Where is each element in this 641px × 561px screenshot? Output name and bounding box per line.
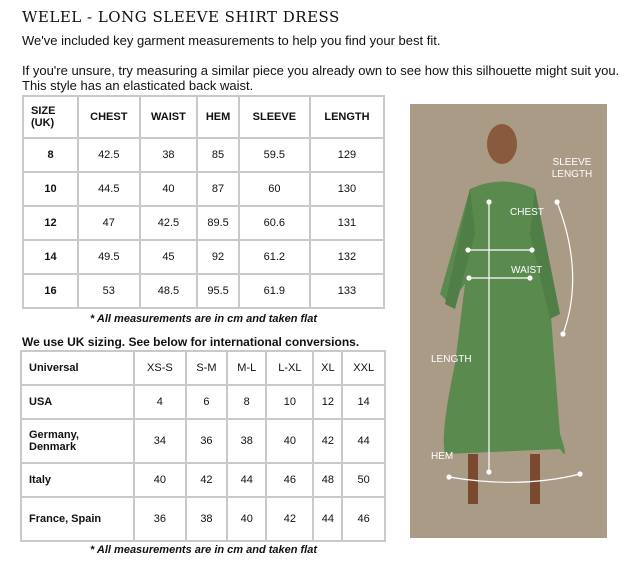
table-cell: 61.2 (239, 240, 310, 274)
table-cell: 42 (313, 419, 342, 463)
table-cell: 85 (197, 138, 238, 172)
table-cell: 8 (227, 385, 266, 419)
table-cell: 132 (310, 240, 384, 274)
table-cell: 40 (134, 463, 186, 497)
table-cell: 89.5 (197, 206, 238, 240)
table-row (23, 274, 384, 308)
table-cell: 133 (310, 274, 384, 308)
table-cell: M-L (227, 351, 266, 385)
table-cell: 34 (134, 419, 186, 463)
table-cell: 40 (140, 172, 198, 206)
table-cell: 130 (310, 172, 384, 206)
conversion-table (20, 350, 386, 542)
table-cell: 14 (23, 240, 78, 274)
intro-text: We've included key garment measurements to help you find your best fit. (22, 33, 441, 48)
table-cell: 50 (342, 463, 385, 497)
table-cell: 44 (227, 463, 266, 497)
table-cell: XS-S (134, 351, 186, 385)
table-cell: XL (313, 351, 342, 385)
table-cell: 47 (78, 206, 140, 240)
table-row (23, 138, 384, 172)
table-cell: L-XL (266, 351, 313, 385)
table-cell: 46 (266, 463, 313, 497)
column-header: SLEEVE (239, 96, 310, 138)
table-cell: Germany, Denmark (21, 419, 134, 463)
table-cell: USA (21, 385, 134, 419)
table-cell: 95.5 (197, 274, 238, 308)
table-cell: XXL (342, 351, 385, 385)
table-cell: 48 (313, 463, 342, 497)
table-cell: 38 (186, 497, 227, 541)
hem-label: HEM (431, 451, 454, 462)
waist-label: WAIST (511, 265, 543, 276)
table-cell: 60 (239, 172, 310, 206)
table-cell: 14 (342, 385, 385, 419)
length-label: LENGTH (431, 354, 472, 365)
table-cell: 8 (23, 138, 78, 172)
column-header: CHEST (78, 96, 140, 138)
table-row (23, 240, 384, 274)
table-cell: 10 (266, 385, 313, 419)
conversion-intro: We use UK sizing. See below for international conversions. (22, 335, 360, 349)
column-header: SIZE (UK) (23, 96, 78, 138)
table-cell: 129 (310, 138, 384, 172)
table-cell: 40 (266, 419, 313, 463)
table-cell: 131 (310, 206, 384, 240)
column-header: WAIST (140, 96, 198, 138)
table-row (21, 463, 385, 497)
table-cell: Italy (21, 463, 134, 497)
table-row (21, 385, 385, 419)
table-cell: 4 (134, 385, 186, 419)
table-cell: 38 (140, 138, 198, 172)
table-cell: 44 (342, 419, 385, 463)
table-cell: 44.5 (78, 172, 140, 206)
sleeve-length-label: SLEEVE LENGTH (551, 157, 593, 180)
table-cell: 61.9 (239, 274, 310, 308)
table-cell: 53 (78, 274, 140, 308)
table-cell: 87 (197, 172, 238, 206)
table-cell: France, Spain (21, 497, 134, 541)
table-cell: 45 (140, 240, 198, 274)
size-table (22, 95, 385, 309)
table-row (21, 419, 385, 463)
table-cell: Universal (21, 351, 134, 385)
table-cell: 6 (186, 385, 227, 419)
table-cell: 46 (342, 497, 385, 541)
table-cell: 42.5 (78, 138, 140, 172)
table-cell: 38 (227, 419, 266, 463)
table-cell: 60.6 (239, 206, 310, 240)
table-cell: 36 (186, 419, 227, 463)
table-row (23, 172, 384, 206)
table-cell: 12 (313, 385, 342, 419)
table-cell: 42.5 (140, 206, 198, 240)
column-header: LENGTH (310, 96, 384, 138)
table-row (21, 497, 385, 541)
table-cell: 42 (186, 463, 227, 497)
table-cell: 59.5 (239, 138, 310, 172)
table-cell: 44 (313, 497, 342, 541)
page-title: WELEL - LONG SLEEVE SHIRT DRESS (22, 8, 340, 26)
column-header: HEM (197, 96, 238, 138)
note: * All measurements are in cm and taken flat (90, 313, 318, 325)
table-row (23, 206, 384, 240)
intro-text-2: If you're unsure, try measuring a similar piece you already own to see how this silhouette might suit you. This style has an elasticated back waist. (22, 63, 620, 93)
note: * All measurements are in cm and taken flat (90, 544, 318, 556)
table-cell: 12 (23, 206, 78, 240)
table-cell: 42 (266, 497, 313, 541)
table-cell: 36 (134, 497, 186, 541)
model-photo (410, 104, 607, 538)
table-cell: S-M (186, 351, 227, 385)
table-row (21, 351, 385, 385)
table-cell: 16 (23, 274, 78, 308)
table-cell: 48.5 (140, 274, 198, 308)
table-cell: 49.5 (78, 240, 140, 274)
table-cell: 40 (227, 497, 266, 541)
table-cell: 10 (23, 172, 78, 206)
table-header-row (23, 96, 384, 138)
table-cell: 92 (197, 240, 238, 274)
chest-label: CHEST (510, 207, 544, 218)
